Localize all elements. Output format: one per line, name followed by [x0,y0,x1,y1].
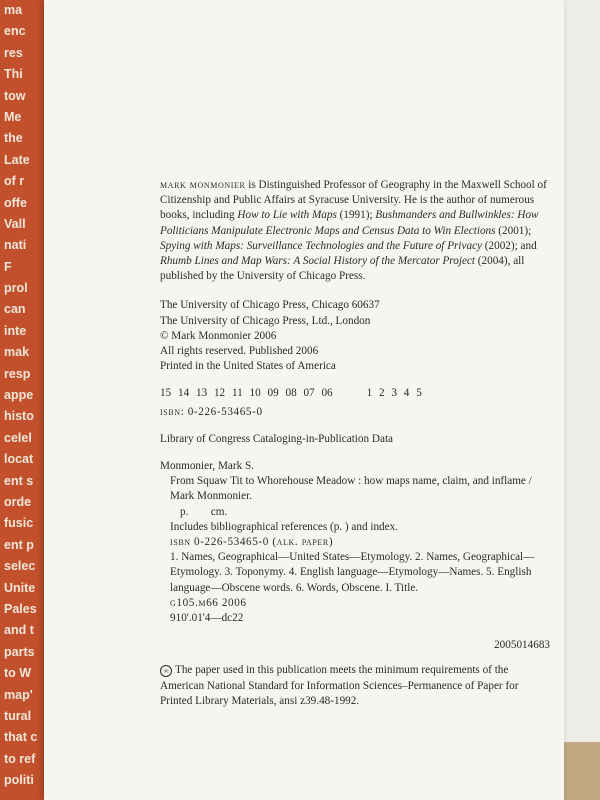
book-title: Spying with Maps: Surveillance Technologies and the Future of Privacy [160,239,482,252]
paper-note-text: The paper used in this publication meets the minimum requirements of the American National Standard for Information Sciences–Permanence of Paper for Printed Library Materials, ansi z39.48-1992. [160,664,519,707]
bio-text: (2002); and [482,239,537,252]
jacket-line: res [4,45,23,60]
author-bio [160,178,550,284]
jacket-line: ent s [4,473,34,488]
jacket-line: ma [4,3,23,17]
copyright-line: © Mark Monmonier 2006 [160,329,277,342]
jacket-line: politi [4,773,34,788]
jacket-line: Me [4,109,22,124]
jacket-line: resp [4,366,31,381]
bio-text: is Distinguished Professor of Geography in the Maxwell School of Citizenship and Public Affairs at Syracuse University. He is the author of numerous books, including [160,179,547,222]
jacket-line: selec [4,559,36,574]
jacket-line: fusic [4,516,34,531]
jacket-line: enc [4,24,26,39]
printed-line: Printed in the United States of America [160,360,336,373]
jacket-line: of r [4,174,25,189]
cip-heading: Library of Congress Cataloging-in-Publication Data [160,432,394,445]
rights-line: All rights reserved. Published 2006 [160,345,319,358]
book-jacket-flap [0,0,48,800]
cip-isbn: isbn 0-226-53465-0 (alk. paper) [170,536,334,549]
cip-author: Monmonier, Mark S. [160,460,255,473]
jacket-line: Vall [4,216,26,231]
bio-text: (2001); [495,224,532,237]
jacket-line: to ref [4,751,36,766]
paper-note [160,663,550,709]
jacket-line: tural [4,708,32,723]
bio-text: (2004), all published by the University of Chicago Press. [160,255,525,283]
cip-title: From Squaw Tit to Whorehouse Meadow : how maps name, claim, and inflame / Mark Monmonier. [170,475,532,503]
jacket-line: parts [4,644,35,659]
jacket-line: histo [4,409,34,424]
cip-record [160,459,550,653]
jacket-line: offe [4,195,27,210]
publisher-line: The University of Chicago Press, Chicago 60637 [160,299,380,312]
jacket-line: inte [4,323,27,338]
jacket-line: Late [4,152,30,167]
jacket-line: map' [4,687,33,702]
isbn-line: isbn: 0-226-53465-0 [160,405,263,418]
copyright-page-content [160,178,550,720]
book-title: How to Lie with Maps [237,209,337,222]
bio-text: (1991); [336,209,376,222]
print-impressions: 1 2 3 4 5 [366,387,422,400]
jacket-line: Thi [4,67,23,82]
book-title: Bushmanders and Bullwinkles: How Politicians Manipulate Electronic Maps and Census Data to Win Elections [160,209,539,237]
jacket-line: locat [4,452,34,467]
cip-bibliography: Includes bibliographical references (p. ) and index. [170,520,399,533]
publisher-block [160,298,550,374]
print-years: 15 14 13 12 11 10 09 08 07 06 [160,387,333,400]
print-line [160,386,550,401]
infinity-icon: ∞ [160,665,172,677]
jacket-line: appe [4,388,34,403]
jacket-line: nati [4,238,27,253]
jacket-line: mak [4,345,30,360]
cip-call-number: g105.m66 2006 [170,596,247,609]
book-title: Rhumb Lines and Map Wars: A Social History of the Mercator Project [160,255,475,268]
author-name: mark monmonier [160,179,246,191]
jacket-line: can [4,302,26,317]
jacket-line: orde [4,494,32,509]
jacket-line: Unite [4,580,36,595]
jacket-line: prol [4,281,28,296]
jacket-line: and t [4,623,34,638]
jacket-line: ent p [4,537,34,552]
publisher-line: The University of Chicago Press, Ltd., London [160,314,371,327]
cip-lccn: 2005014683 [494,639,550,652]
cip-subjects: 1. Names, Geographical—United States—Etymology. 2. Names, Geographical—Etymology. 3. Toponymy. 4. English language—Etymology—Names. 5. English language—Obscene words. 6. Words, Obscene. I. Title. [170,551,535,594]
jacket-line: tow [4,88,26,103]
jacket-line: that c [4,730,38,745]
jacket-line: celel [4,430,32,445]
jacket-line: to W [4,666,32,681]
cip-pages: p. cm. [180,505,228,518]
jacket-line: Pales [4,601,37,616]
jacket-line: the [4,131,23,146]
cip-dewey: 910'.01'4—dc22 [170,612,244,625]
jacket-line: F [4,259,12,274]
